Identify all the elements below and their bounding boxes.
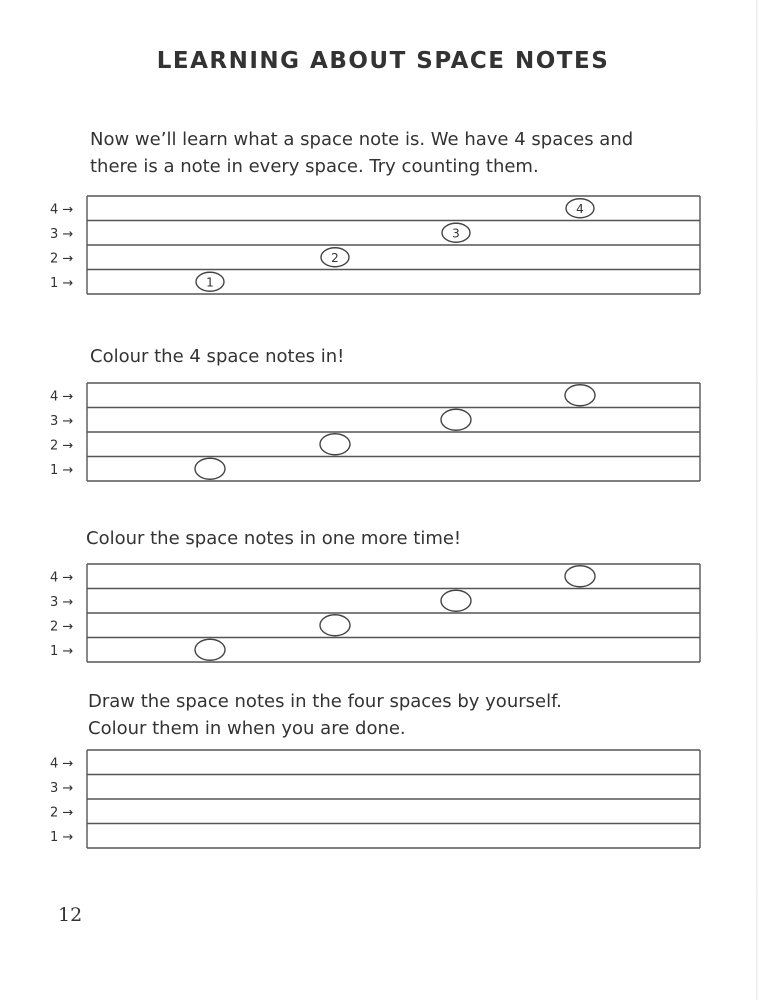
page-edge — [756, 0, 758, 1000]
space-note-2 — [321, 248, 349, 267]
space-note-3[interactable] — [441, 409, 471, 430]
staff-colour-again[interactable] — [40, 563, 710, 663]
space-number-label: 2 → — [50, 438, 74, 454]
instruction-colour-in — [90, 343, 710, 370]
space-number-label: 1 → — [50, 643, 74, 659]
instruction-line-1: Draw the space notes in the four spaces by yourself. — [88, 691, 562, 712]
intro-text — [90, 126, 710, 180]
instruction-draw-notes — [88, 688, 708, 742]
space-number-label: 2 → — [50, 251, 74, 267]
space-note-4[interactable] — [565, 566, 595, 587]
intro-line-1: Now we’ll learn what a space note is. We have 4 spaces and — [90, 129, 634, 150]
space-number-label: 4 → — [50, 389, 74, 405]
staff-svg — [40, 563, 710, 663]
staff-svg — [40, 749, 710, 849]
space-number-label: 4 → — [50, 756, 74, 772]
space-number-label: 4 → — [50, 570, 74, 586]
instruction-line: Colour the 4 space notes in! — [90, 346, 345, 367]
space-number-label: 1 → — [50, 462, 74, 478]
page-title: LEARNING ABOUT SPACE NOTES — [156, 48, 610, 74]
space-number-label: 4 → — [50, 202, 74, 218]
space-note-2[interactable] — [320, 615, 350, 636]
staff-draw-notes[interactable] — [40, 749, 710, 849]
staff-counting — [40, 195, 710, 295]
space-note-4 — [566, 199, 594, 218]
instruction-colour-again — [86, 525, 706, 552]
page-number: 12 — [58, 904, 83, 926]
space-number-label: 1 → — [50, 829, 74, 845]
space-number-label: 3 → — [50, 413, 74, 429]
note-number: 3 — [452, 226, 460, 241]
note-number: 4 — [576, 201, 584, 216]
space-note-4[interactable] — [565, 385, 595, 406]
intro-line-2: there is a note in every space. Try counting them. — [90, 156, 539, 177]
space-number-label: 3 → — [50, 594, 74, 610]
space-number-label: 1 → — [50, 275, 74, 291]
space-note-3 — [442, 223, 470, 242]
staff-svg — [40, 195, 710, 295]
space-note-1[interactable] — [195, 639, 225, 660]
space-number-label: 3 → — [50, 226, 74, 242]
note-number: 2 — [331, 250, 339, 265]
staff-colour-in[interactable] — [40, 382, 710, 482]
note-number: 1 — [206, 275, 214, 290]
instruction-line: Colour the space notes in one more time! — [86, 528, 462, 549]
space-number-label: 2 → — [50, 619, 74, 635]
space-number-label: 3 → — [50, 780, 74, 796]
space-note-1[interactable] — [195, 458, 225, 479]
space-note-3[interactable] — [441, 590, 471, 611]
space-number-label: 2 → — [50, 805, 74, 821]
space-note-2[interactable] — [320, 434, 350, 455]
staff-svg — [40, 382, 710, 482]
space-note-1 — [196, 272, 224, 291]
instruction-line-2: Colour them in when you are done. — [88, 718, 406, 739]
